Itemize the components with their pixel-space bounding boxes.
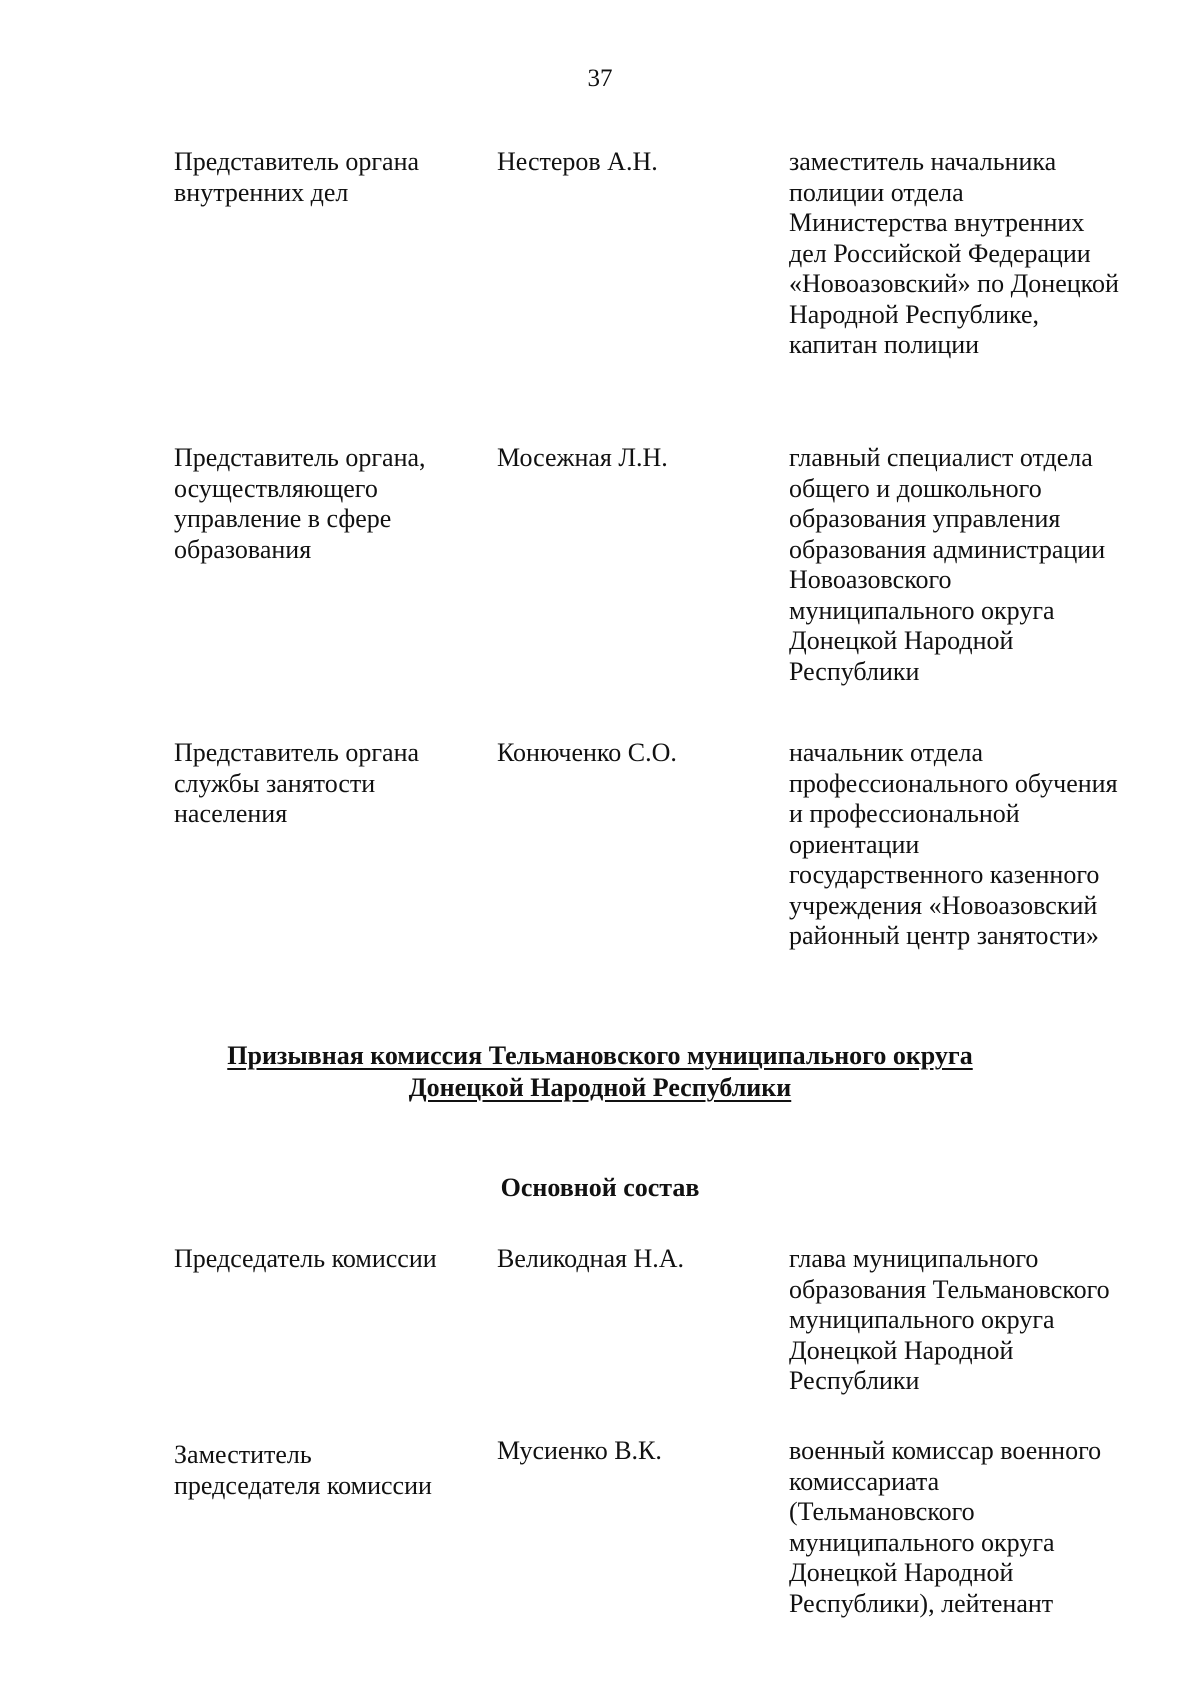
position-line: районный центр занятости» (789, 921, 1099, 950)
role-line: Представитель органа (174, 738, 420, 767)
position-line: Донецкой Народной (789, 1558, 1014, 1587)
role-line: службы занятости (174, 768, 376, 798)
member-role (174, 738, 474, 830)
role-line: Представитель органа, (174, 443, 426, 472)
position-line: капитан полиции (789, 330, 980, 359)
name-line: Великодная Н.А. (497, 1244, 685, 1273)
member-position (789, 443, 1169, 687)
position-line: ориентации (789, 829, 920, 859)
position-line: образования администрации (789, 534, 1106, 564)
position-line: Новоазовского (789, 565, 952, 594)
name-line: Мусиенко В.К. (497, 1436, 662, 1465)
position-line: заместитель начальника (789, 147, 1057, 176)
position-line: главный специалист отдела (789, 443, 1093, 472)
member-name (497, 1244, 757, 1275)
section-title-line: Донецкой Народной Республики (408, 1073, 792, 1102)
member-role (174, 1244, 474, 1275)
position-line: Министерства внутренних (789, 208, 1085, 237)
role-line: внутренних дел (174, 177, 349, 207)
section-title-line: Призывная комиссия Тельмановского муниципального округа (227, 1041, 973, 1070)
position-line: дел Российской Федерации (789, 238, 1091, 268)
member-role (174, 147, 474, 208)
position-line: (Тельмановского (789, 1497, 975, 1526)
position-line: Республики), лейтенант (789, 1588, 1054, 1618)
position-line: учреждения «Новоазовский (789, 890, 1098, 920)
position-line: военный комиссар военного (789, 1436, 1102, 1465)
role-line: управление в сфере (174, 504, 392, 533)
position-line: муниципального округа (789, 595, 1055, 625)
member-position (789, 1244, 1169, 1397)
position-line: государственного казенного (789, 860, 1100, 889)
role-line: Представитель органа (174, 147, 420, 176)
member-position (789, 738, 1169, 952)
member-name (497, 147, 757, 178)
subsection-title: Основной состав (500, 1173, 700, 1202)
role-line: образования (174, 534, 312, 564)
position-line: и профессиональной (789, 799, 1020, 828)
position-line: профессионального обучения (789, 768, 1118, 798)
member-name (497, 738, 757, 769)
position-line: Донецкой Народной (789, 1335, 1014, 1365)
member-role (174, 1440, 474, 1501)
name-line: Конюченко С.О. (497, 738, 677, 767)
position-line: муниципального округа (789, 1527, 1055, 1557)
position-line: полиции отдела (789, 177, 964, 207)
member-position (789, 147, 1169, 361)
position-line: муниципального округа (789, 1305, 1055, 1334)
role-line: председателя комиссии (174, 1470, 432, 1500)
member-name (497, 443, 757, 474)
position-line: образования управления (789, 504, 1061, 533)
position-line: начальник отдела (789, 738, 984, 767)
member-name (497, 1436, 757, 1467)
position-line: Народной Республике, (789, 299, 1040, 329)
member-position (789, 1436, 1169, 1619)
position-line: образования Тельмановского (789, 1274, 1110, 1304)
member-role (174, 443, 474, 565)
role-line: осуществляющего (174, 473, 378, 503)
name-line: Нестеров А.Н. (497, 147, 658, 176)
position-line: Республики (789, 656, 920, 686)
position-line: «Новоазовский» по Донецкой (789, 269, 1119, 298)
role-line: Председатель комиссии (174, 1244, 437, 1273)
position-line: Республики (789, 1366, 920, 1395)
position-line: общего и дошкольного (789, 473, 1042, 503)
role-line: населения (174, 799, 288, 828)
position-line: комиссариата (789, 1466, 940, 1496)
page-number: 37 (587, 65, 613, 92)
position-line: Донецкой Народной (789, 626, 1014, 655)
name-line: Мосежная Л.Н. (497, 443, 668, 472)
role-line: Заместитель (174, 1440, 312, 1469)
position-line: глава муниципального (789, 1244, 1039, 1273)
section-title (0, 1040, 1200, 1104)
